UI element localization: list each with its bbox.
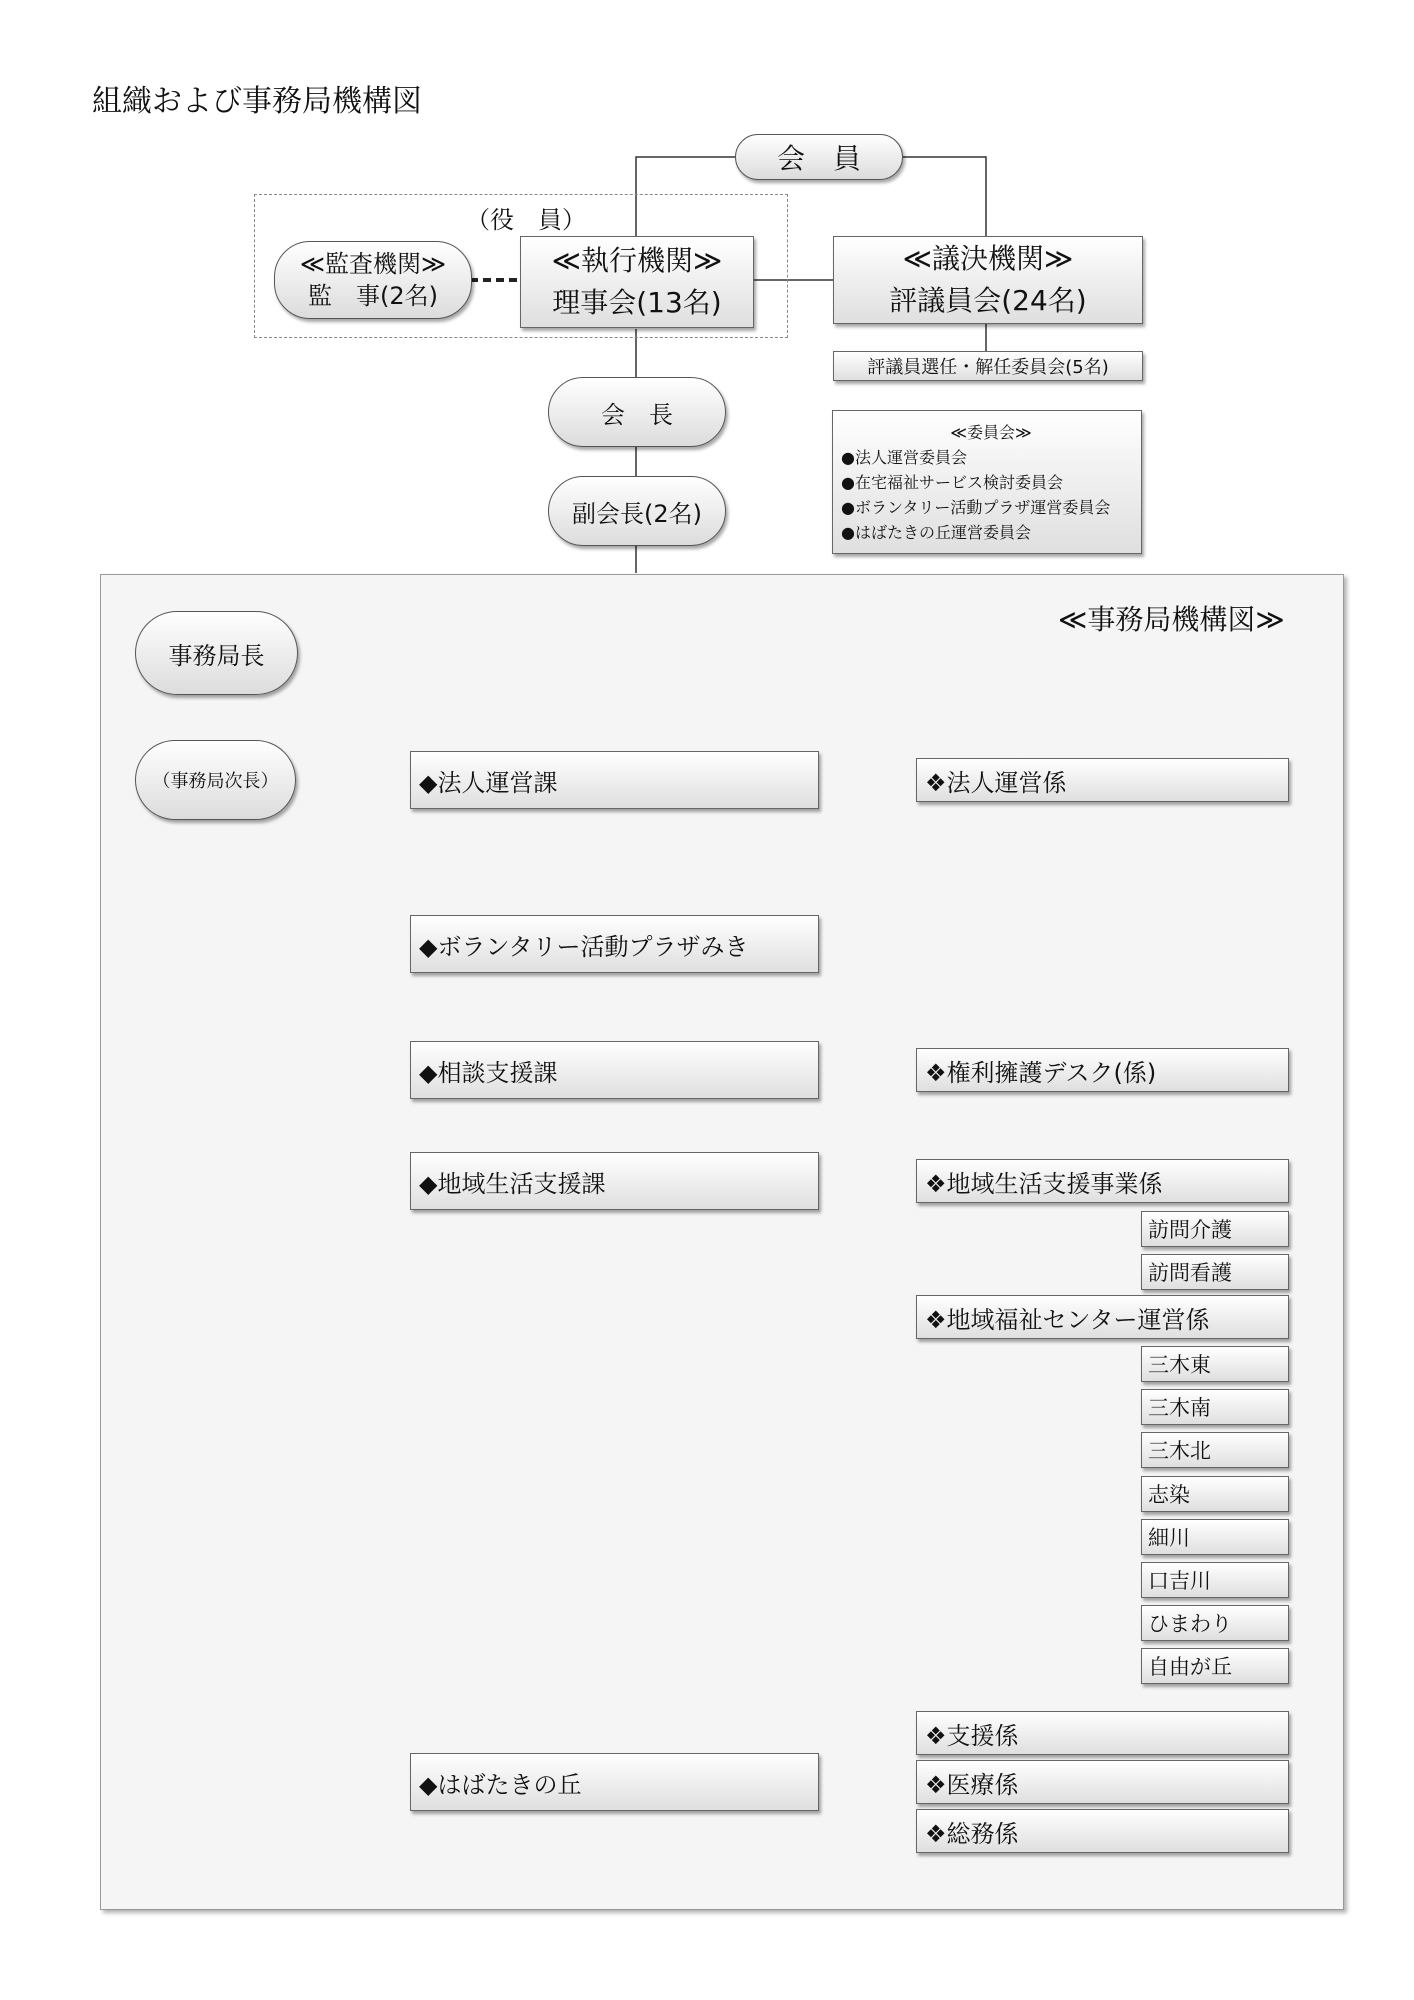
center-miki-east: 三木東 <box>1141 1346 1289 1382</box>
center-shijimi: 志染 <box>1141 1476 1289 1512</box>
audit-node <box>274 241 472 319</box>
leaf-visit-care: 訪問介護 <box>1141 1211 1289 1247</box>
committees-box <box>832 410 1142 554</box>
section-support: ❖支援係 <box>916 1711 1289 1755</box>
section-welfare-center: ❖地域福祉センター運営係 <box>916 1295 1289 1339</box>
audit-body: 監 事(2名) <box>308 282 438 310</box>
section-general-affairs: ❖総務係 <box>916 1809 1289 1853</box>
executive-heading: ≪執行機関≫ <box>551 244 723 277</box>
center-miki-north: 三木北 <box>1141 1432 1289 1468</box>
committees-heading: ≪委員会≫ <box>950 422 1032 442</box>
division-volunteer-plaza: ◆ボランタリー活動プラザみき <box>410 915 819 973</box>
center-jiyugaoka: 自由が丘 <box>1141 1648 1289 1684</box>
council-body: 評議員会(24名) <box>889 284 1087 317</box>
section-community-support: ❖地域生活支援事業係 <box>916 1159 1289 1203</box>
secretariat-title: ≪事務局機構図≫ <box>1058 603 1285 636</box>
leaf-visit-nursing: 訪問看護 <box>1141 1254 1289 1290</box>
council-heading: ≪議決機関≫ <box>902 242 1074 275</box>
committee-item-1: ●法人運営委員会 <box>841 447 967 467</box>
division-community-support: ◆地域生活支援課 <box>410 1152 819 1210</box>
members-node: 会 員 <box>735 134 903 180</box>
executive-node <box>520 236 754 328</box>
section-corporate: ❖法人運営係 <box>916 758 1289 802</box>
selection-committee-node: 評議員選任・解任委員会(5名) <box>833 351 1143 381</box>
center-hosokawa: 細川 <box>1141 1519 1289 1555</box>
division-habataki: ◆はばたきの丘 <box>410 1753 819 1811</box>
committee-item-2: ●在宅福祉サービス検討委員会 <box>841 472 1063 492</box>
page-title: 組織および事務局機構図 <box>92 84 422 119</box>
vice-chair-node: 副会長(2名) <box>548 476 726 546</box>
executive-body: 理事会(13名) <box>552 286 722 319</box>
committee-item-3: ●ボランタリー活動プラザ運営委員会 <box>841 497 1111 517</box>
section-medical: ❖医療係 <box>916 1760 1289 1804</box>
officers-label: （役 員） <box>466 206 586 234</box>
committee-item-4: ●はばたきの丘運営委員会 <box>841 522 1031 542</box>
center-himawari: ひまわり <box>1141 1605 1289 1641</box>
division-consultation: ◆相談支援課 <box>410 1041 819 1099</box>
chair-node: 会 長 <box>548 377 726 447</box>
audit-heading: ≪監査機関≫ <box>299 250 447 278</box>
section-rights: ❖権利擁護デスク(係) <box>916 1048 1289 1092</box>
council-node <box>833 236 1143 324</box>
deputy-node: （事務局次長） <box>135 740 296 820</box>
division-corporate: ◆法人運営課 <box>410 751 819 809</box>
center-miki-south: 三木南 <box>1141 1389 1289 1425</box>
center-kuchiyokawa: 口吉川 <box>1141 1562 1289 1598</box>
director-node: 事務局長 <box>135 611 298 695</box>
